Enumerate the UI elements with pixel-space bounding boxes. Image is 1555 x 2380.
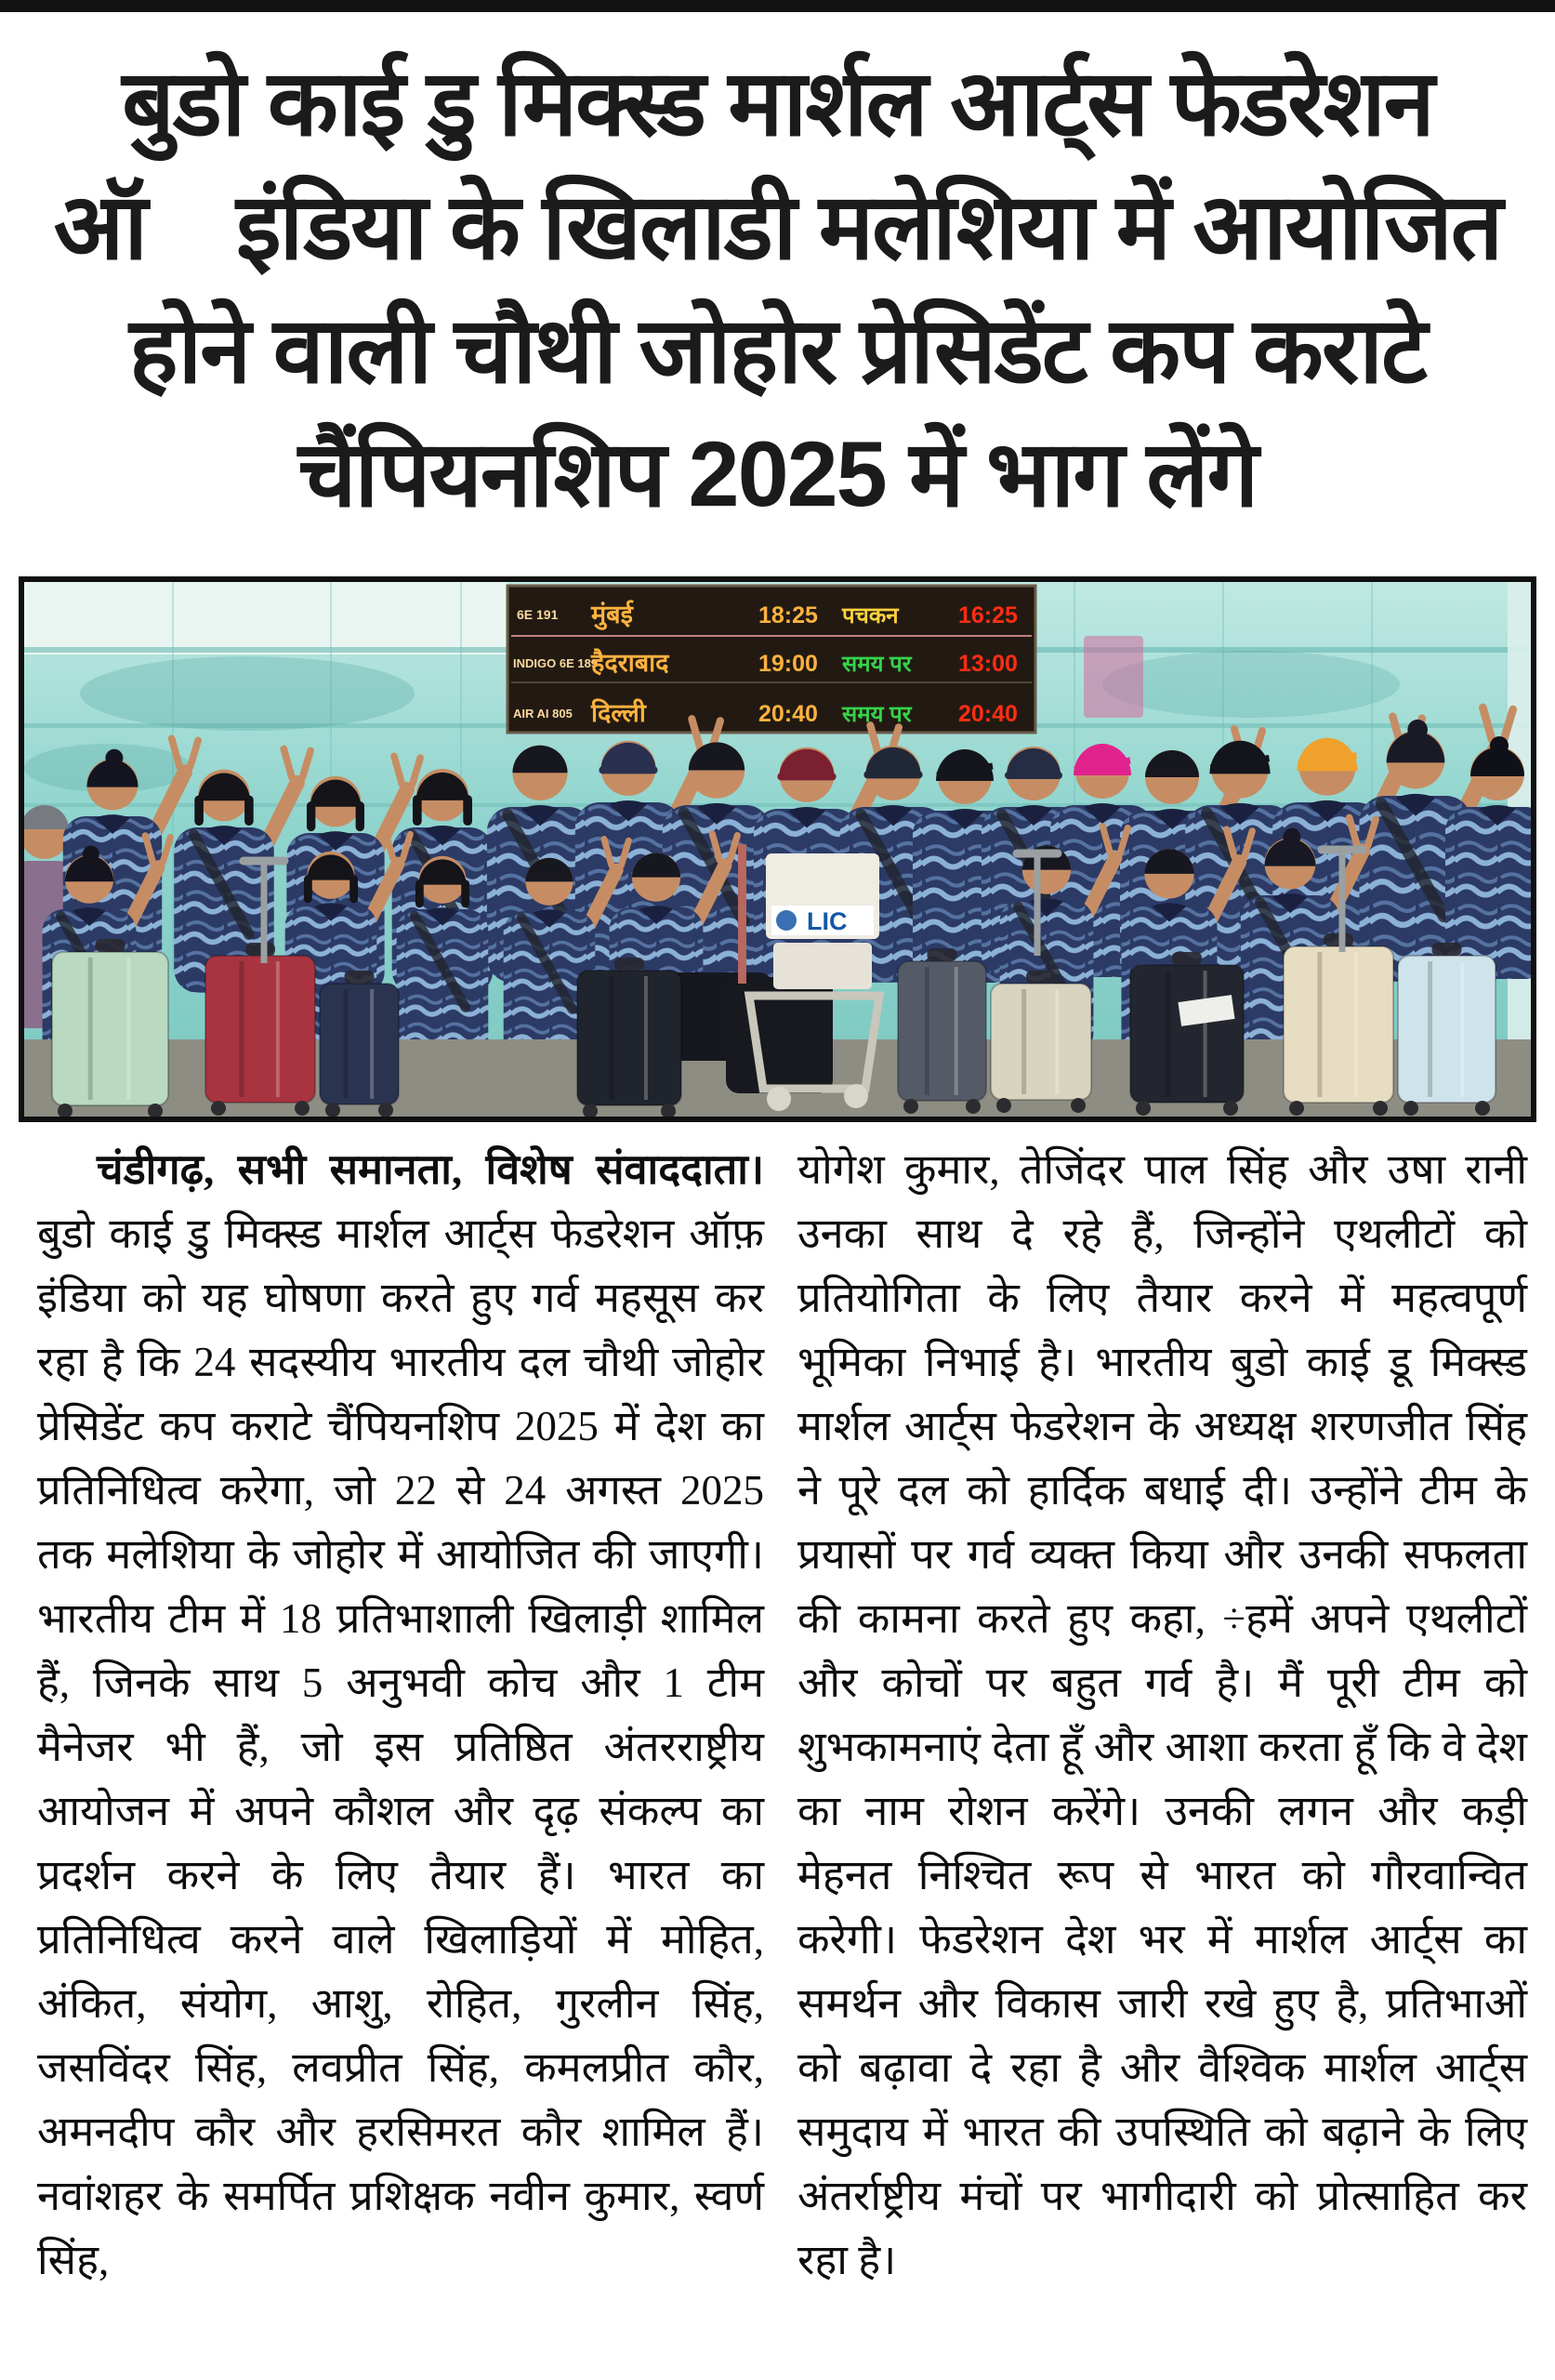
flight-number: AIR AI 805 — [513, 707, 573, 721]
suitcase — [52, 939, 168, 1117]
status: समय पर — [842, 652, 912, 677]
suitcase — [991, 971, 1091, 1113]
headline-line-1: बुडो काई डु मिक्स्ड मार्शल आर्ट्स फेडरेशन — [122, 51, 1433, 154]
suitcase — [898, 948, 986, 1114]
article-column-right — [797, 1138, 1527, 2293]
destination: हैदराबाद — [591, 649, 669, 677]
article-headline — [26, 41, 1529, 536]
body-text-left: बुडो काई डु मिक्स्ड मार्शल आर्ट्स फेडरेशन ऑफ़ इंडिया को यह घोषणा करते हुए गर्व महसूस कर रहा है कि 24 सदस्यीय भारतीय दल चौथी जोहोर प्रेसिडेंट कप कराटे चैंपियनशिप 2025 में देश का प्रतिनिधित्व करेगा, जो 22 से 24 अगस्त 2025 तक मलेशिया के जोहोर में आयोजित की जाएगी। भारतीय टीम में 18 प्रतिभाशाली खिलाड़ी शामिल हैं, जिनके साथ 5 अनुभवी कोच और 1 टीम मैनेजर भी हैं, जो इस प्रतिष्ठित अंतरराष्ट्रीय आयोजन में अपने कौशल और दृढ़ संकल्प का प्रदर्शन करने के लिए तैयार हैं। भारत का प्रतिनिधित्व करने वाले खिलाड़ियों में मोहित, अंकित, संयोग, आशु, रोहित, गुरलीन सिंह, जसविंदर सिंह, लवप्रीत सिंह, कमलप्रीत कौर, अमनदीप कौर और हरसिमरत कौर शामिल हैं। नवांशहर के समर्पित प्रशिक्षक नवीन कुमार, स्वर्ण सिंह, — [37, 1210, 764, 2283]
destination: मुंबई — [591, 601, 633, 628]
team-photo — [19, 576, 1536, 1122]
suitcase — [1284, 933, 1393, 1116]
suitcase — [205, 943, 315, 1116]
airport-scene — [24, 582, 1531, 1117]
headline-line-3: होने वाली चौथी जोहोर प्रेसिडेंट कप कराटे — [129, 298, 1426, 402]
departure-time: 19:00 — [758, 651, 818, 677]
actual-time: 16:25 — [958, 602, 1018, 628]
headline-line-4: चैंपियनशिप 2025 में भाग लेंगे — [297, 422, 1258, 525]
flight-number: 6E 191 — [517, 607, 559, 622]
body-paragraph — [797, 1138, 1527, 2293]
departure-time: 18:25 — [758, 602, 818, 628]
body-paragraph — [37, 1138, 764, 2293]
departure-board — [507, 586, 1035, 733]
departure-time: 20:40 — [758, 701, 818, 727]
suitcase — [320, 971, 399, 1117]
actual-time: 13:00 — [958, 651, 1018, 677]
top-rule-bar — [0, 0, 1555, 12]
status: पचकन — [842, 603, 899, 628]
flight-number: INDIGO 6E 189 — [513, 656, 599, 670]
dateline: चंडीगढ़, सभी समानता, विशेष संवाददाता। — [97, 1146, 764, 1193]
lic-sign: LIC — [807, 907, 848, 935]
headline-line-2: ऑ इंडिया के खिलाडी मलेशिया में आयोजित — [53, 175, 1502, 278]
actual-time: 20:40 — [958, 701, 1018, 727]
suitcase — [577, 958, 681, 1117]
article-column-left — [37, 1138, 764, 2293]
suitcase — [1130, 952, 1244, 1116]
destination: दिल्ली — [591, 699, 646, 727]
body-text-right: योगेश कुमार, तेजिंदर पाल सिंह और उषा रानी उनका साथ दे रहे हैं, जिन्होंने एथलीटों को प्रतियोगिता के लिए तैयार करने में महत्वपूर्ण भूमिका निभाई है। भारतीय बुडो काई डू मिक्स्ड मार्शल आर्ट्स फेडरेशन के अध्यक्ष शरणजीत सिंह ने पूरे दल को हार्दिक बधाई दी। उन्होंने टीम के प्रयासों पर गर्व व्यक्त किया और उनकी सफलता की कामना करते हुए कहा, ÷हमें अपने एथलीटों और कोचों पर बहुत गर्व है। मैं पूरी टीम को शुभकामनाएं देता हूँ और आशा करता हूँ कि वे देश का नाम रोशन करेंगे। उनकी लगन और कड़ी मेहनत निश्चित रूप से भारत को गौरवान्वित करेगी। फेडरेशन देश भर में मार्शल आर्ट्स का समर्थन और विकास जारी रखे हुए है, प्रतिभाओं को बढ़ावा दे रहा है और वैश्विक मार्शल आर्ट्स समुदाय में भारत की उपस्थिति को बढ़ाने के लिए अंतर्राष्ट्रीय मंचों पर भागीदारी को प्रोत्साहित कर रहा है। — [797, 1146, 1527, 2283]
status: समय पर — [842, 702, 912, 727]
suitcase — [1398, 943, 1496, 1116]
